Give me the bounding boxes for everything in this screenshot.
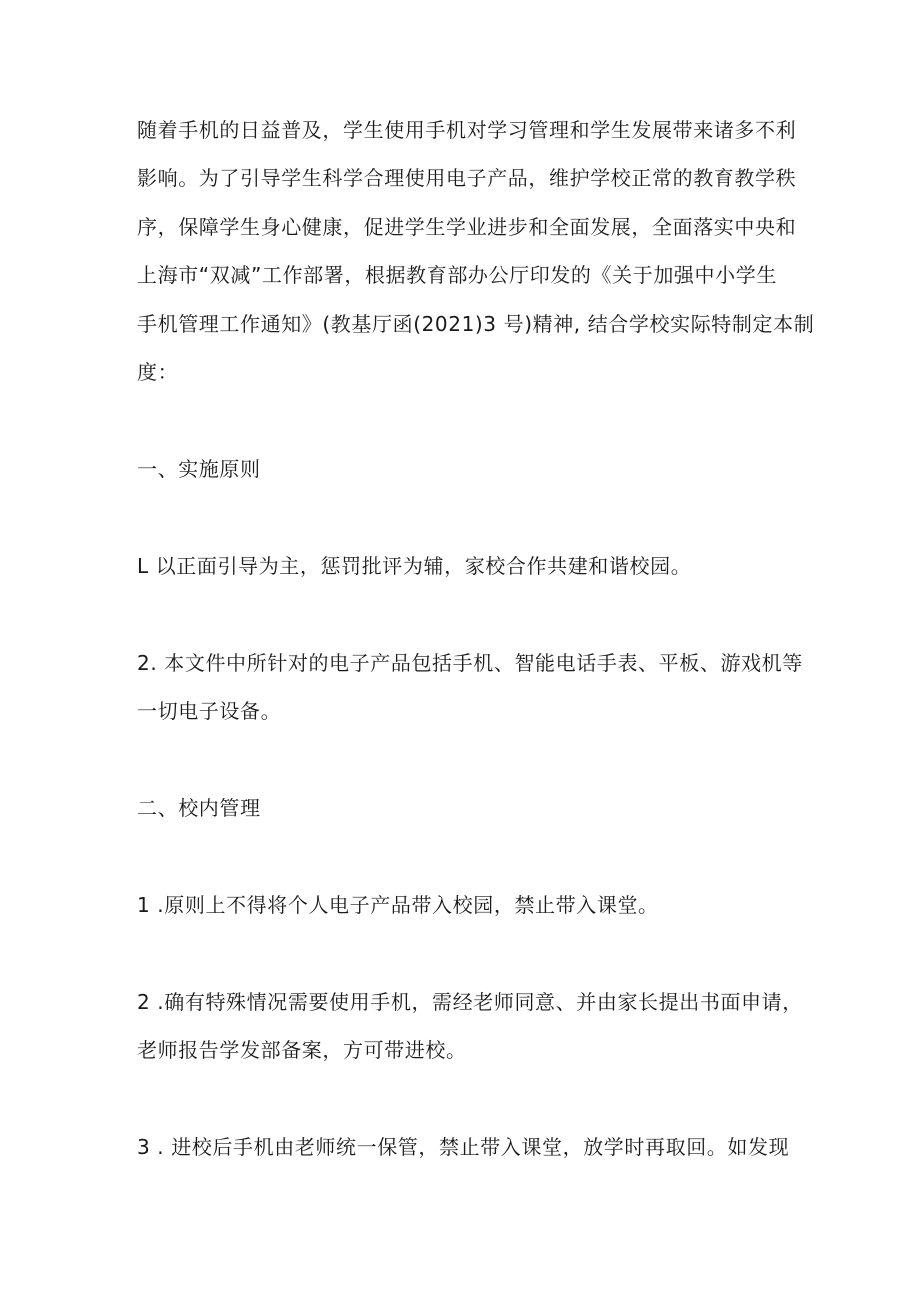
intro-line-2: 影响。为了引导学生科学合理使用电子产品，维护学校正常的教育教学秩	[137, 166, 797, 190]
section-heading-school-management: 二、校内管理	[137, 796, 261, 820]
intro-line-6: 度：	[137, 360, 179, 384]
management-item-2-line-2: 老师报告学发部备案，方可带进校。	[137, 1038, 467, 1062]
management-item-1: 1 .原则上不得将个人电子产品带入校园，禁止带入课堂。	[137, 893, 659, 917]
management-item-3: 3 . 进校后手机由老师统一保管，禁止带入课堂，放学时再取回。如发现	[137, 1135, 790, 1159]
management-item-2-line-1: 2 .确有特殊情况需要使用手机，需经老师同意、并由家长提出书面申请，	[137, 990, 803, 1014]
intro-line-4: 上海市“双减”工作部署，根据教育部办公厅印发的《关于加强中小学生	[137, 263, 777, 287]
principle-item-2-line-2: 一切电子设备。	[137, 699, 282, 723]
section-heading-principles: 一、实施原则	[137, 457, 261, 481]
intro-line-3: 序，保障学生身心健康，促进学生学业进步和全面发展，全面落实中央和	[137, 215, 797, 239]
intro-line-5: 手机管理工作通知》(教基厅函(2021)3 号)精神, 结合学校实际特制定本制	[137, 312, 815, 336]
principle-item-1: L 以正面引导为主，惩罚批评为辅，家校合作共建和谐校园。	[137, 554, 692, 578]
principle-item-2-line-1: 2. 本文件中所针对的电子产品包括手机、智能电话手表、平板、游戏机等	[137, 651, 803, 675]
intro-line-1: 随着手机的日益普及，学生使用手机对学习管理和学生发展带来诸多不利	[137, 118, 797, 142]
